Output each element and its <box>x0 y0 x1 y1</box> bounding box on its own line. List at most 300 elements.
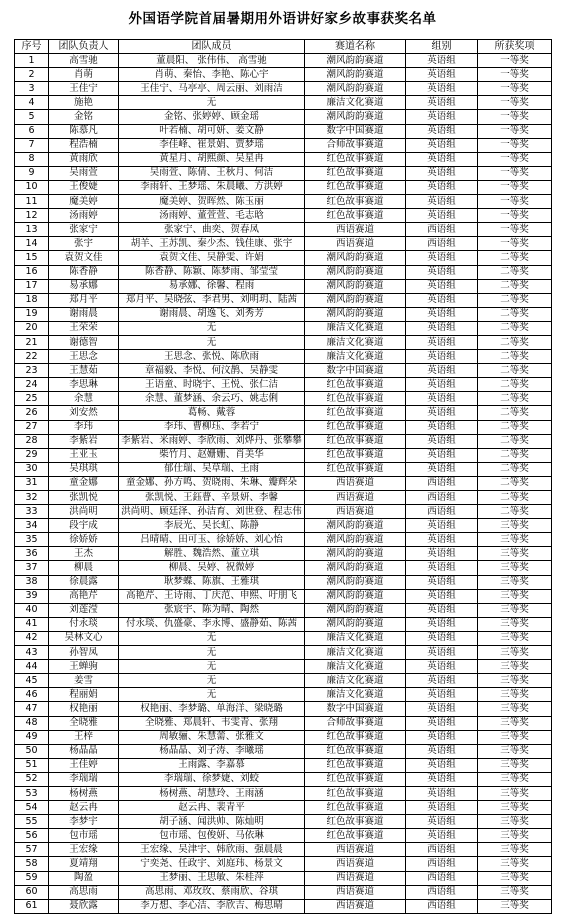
cell-members: 解胜、魏浩然、董立琪 <box>119 547 305 561</box>
cell-index: 30 <box>15 462 49 476</box>
table-row <box>15 68 552 82</box>
cell-award: 二等奖 <box>478 279 552 293</box>
cell-leader: 程丽娟 <box>49 688 119 702</box>
cell-group: 英语组 <box>406 124 478 138</box>
cell-index: 36 <box>15 547 49 561</box>
cell-members: 权艳丽、李梦璐、单海洋、梁晓璐 <box>119 702 305 716</box>
cell-index: 12 <box>15 209 49 223</box>
cell-index: 35 <box>15 533 49 547</box>
table-row <box>15 547 552 561</box>
cell-track: 西语赛道 <box>305 476 406 490</box>
cell-group: 英语组 <box>406 335 478 349</box>
cell-track: 廉洁文化赛道 <box>305 646 406 660</box>
table-row <box>15 646 552 660</box>
cell-leader: 王宏缘 <box>49 843 119 857</box>
cell-award: 三等奖 <box>478 688 552 702</box>
cell-group: 英语组 <box>406 716 478 730</box>
cell-leader: 段宇成 <box>49 519 119 533</box>
cell-track: 廉洁文化赛道 <box>305 674 406 688</box>
cell-leader: 谢德智 <box>49 335 119 349</box>
cell-index: 29 <box>15 448 49 462</box>
cell-index: 20 <box>15 321 49 335</box>
cell-group: 英语组 <box>406 631 478 645</box>
cell-track: 西语赛道 <box>305 237 406 251</box>
cell-leader: 李瑞瑞 <box>49 772 119 786</box>
cell-index: 10 <box>15 180 49 194</box>
cell-members: 叶若楠、胡可妍、姜文静 <box>119 124 305 138</box>
table-row <box>15 561 552 575</box>
table-row <box>15 265 552 279</box>
cell-members: 无 <box>119 688 305 702</box>
cell-award: 三等奖 <box>478 674 552 688</box>
cell-award: 二等奖 <box>478 392 552 406</box>
cell-track: 潮风韵韵赛道 <box>305 265 406 279</box>
cell-leader: 肖萌 <box>49 68 119 82</box>
cell-group: 英语组 <box>406 96 478 110</box>
cell-track: 廉洁文化赛道 <box>305 688 406 702</box>
table-row <box>15 392 552 406</box>
cell-group: 英语组 <box>406 674 478 688</box>
table-row <box>15 251 552 265</box>
cell-leader: 王荣荣 <box>49 321 119 335</box>
cell-award: 三等奖 <box>478 801 552 815</box>
cell-track: 红色故事赛道 <box>305 758 406 772</box>
cell-track: 西语赛道 <box>305 885 406 899</box>
table-row <box>15 406 552 420</box>
cell-group: 英语组 <box>406 561 478 575</box>
table-row <box>15 899 552 913</box>
table-row <box>15 152 552 166</box>
cell-award: 一等奖 <box>478 195 552 209</box>
cell-group: 英语组 <box>406 702 478 716</box>
table-row <box>15 660 552 674</box>
cell-track: 潮风韵韵赛道 <box>305 519 406 533</box>
cell-track: 红色故事赛道 <box>305 801 406 815</box>
cell-members: 无 <box>119 96 305 110</box>
cell-award: 三等奖 <box>478 660 552 674</box>
cell-group: 英语组 <box>406 209 478 223</box>
cell-index: 33 <box>15 505 49 519</box>
cell-members: 王雨露、李嘉慕 <box>119 758 305 772</box>
cell-leader: 程浩楠 <box>49 138 119 152</box>
cell-members: 章福毅、李悦、何汶鹊、吴静雯 <box>119 364 305 378</box>
table-row <box>15 801 552 815</box>
cell-group: 英语组 <box>406 293 478 307</box>
cell-members: 肖萌、秦怡、李艳、陈心宇 <box>119 68 305 82</box>
cell-members: 柴竹月、赵姗姗、肖美华 <box>119 448 305 462</box>
cell-members: 赵云冉、裴青平 <box>119 801 305 815</box>
table-row <box>15 716 552 730</box>
cell-group: 西语组 <box>406 857 478 871</box>
cell-index: 8 <box>15 152 49 166</box>
cell-members: 郁仕瑞、吴草瑞、王雨 <box>119 462 305 476</box>
cell-award: 三等奖 <box>478 843 552 857</box>
table-row <box>15 166 552 180</box>
cell-award: 三等奖 <box>478 589 552 603</box>
table-row <box>15 110 552 124</box>
cell-members: 周敏骊、朱慧薷、张雅文 <box>119 730 305 744</box>
cell-members: 王佳宁、马亭亭、周云丽、刘雨洁 <box>119 82 305 96</box>
cell-award: 一等奖 <box>478 54 552 68</box>
cell-group: 英语组 <box>406 533 478 547</box>
cell-award: 三等奖 <box>478 547 552 561</box>
cell-award: 三等奖 <box>478 744 552 758</box>
cell-track: 潮风韵韵赛道 <box>305 68 406 82</box>
cell-index: 31 <box>15 476 49 490</box>
cell-members: 李万想、李心洁、李欣吉、梅思晴 <box>119 899 305 913</box>
cell-leader: 李紫岩 <box>49 434 119 448</box>
cell-members: 汤雨婷、董萱萱、毛志晗 <box>119 209 305 223</box>
cell-leader: 高雪驰 <box>49 54 119 68</box>
cell-track: 潮风韵韵赛道 <box>305 547 406 561</box>
cell-leader: 谢雨晨 <box>49 307 119 321</box>
cell-members: 王语童、时晓宇、王悦、张仁洁 <box>119 378 305 392</box>
table-row <box>15 237 552 251</box>
cell-leader: 吴雨萱 <box>49 166 119 180</box>
cell-index: 3 <box>15 82 49 96</box>
cell-track: 潮风韵韵赛道 <box>305 54 406 68</box>
cell-leader: 全晓雅 <box>49 716 119 730</box>
cell-award: 三等奖 <box>478 885 552 899</box>
cell-group: 英语组 <box>406 434 478 448</box>
cell-leader: 王亚玉 <box>49 448 119 462</box>
cell-track: 数字中国赛道 <box>305 364 406 378</box>
cell-group: 英语组 <box>406 730 478 744</box>
cell-index: 27 <box>15 420 49 434</box>
cell-track: 潮风韵韵赛道 <box>305 575 406 589</box>
cell-members: 杨树燕、胡慧玲、王雨涵 <box>119 786 305 800</box>
cell-leader: 王蝉驹 <box>49 660 119 674</box>
cell-index: 5 <box>15 110 49 124</box>
cell-leader: 张家宁 <box>49 223 119 237</box>
cell-group: 英语组 <box>406 801 478 815</box>
cell-leader: 吴林文心 <box>49 631 119 645</box>
cell-group: 英语组 <box>406 251 478 265</box>
cell-award: 二等奖 <box>478 335 552 349</box>
cell-group: 西语组 <box>406 899 478 913</box>
cell-award: 三等奖 <box>478 716 552 730</box>
cell-index: 56 <box>15 829 49 843</box>
cell-group: 英语组 <box>406 815 478 829</box>
cell-group: 西语组 <box>406 237 478 251</box>
cell-award: 三等奖 <box>478 533 552 547</box>
cell-group: 英语组 <box>406 68 478 82</box>
table-row <box>15 96 552 110</box>
cell-members: 董晨阳、 张伟伟、 高雪驰 <box>119 54 305 68</box>
cell-members: 郑月平、吴晓弦、李君男、刘明玥、陆茜 <box>119 293 305 307</box>
cell-members: 无 <box>119 321 305 335</box>
cell-track: 潮风韵韵赛道 <box>305 293 406 307</box>
cell-group: 英语组 <box>406 406 478 420</box>
cell-leader: 徐娇娇 <box>49 533 119 547</box>
cell-track: 西语赛道 <box>305 491 406 505</box>
cell-leader: 高艳芹 <box>49 589 119 603</box>
cell-index: 50 <box>15 744 49 758</box>
cell-award: 二等奖 <box>478 265 552 279</box>
cell-leader: 张宇 <box>49 237 119 251</box>
cell-track: 红色故事赛道 <box>305 434 406 448</box>
cell-index: 13 <box>15 223 49 237</box>
cell-award: 二等奖 <box>478 420 552 434</box>
cell-members: 全晓雅、郑晨轩、韦雯青、张翔 <box>119 716 305 730</box>
cell-members: 袁贺文佳、吴静雯、许娟 <box>119 251 305 265</box>
cell-group: 英语组 <box>406 758 478 772</box>
cell-members: 高艳芹、王诗雨、丁庆范、申熙、吁朋飞 <box>119 589 305 603</box>
cell-award: 二等奖 <box>478 406 552 420</box>
cell-award: 一等奖 <box>478 68 552 82</box>
cell-award: 二等奖 <box>478 378 552 392</box>
table-row <box>15 180 552 194</box>
header-members: 团队成员 <box>119 40 305 54</box>
cell-index: 43 <box>15 646 49 660</box>
cell-leader: 余慧 <box>49 392 119 406</box>
cell-members: 付永琰、仇盛豪、李永博、盛静茹、陈茜 <box>119 617 305 631</box>
cell-leader: 王慧茹 <box>49 364 119 378</box>
cell-index: 24 <box>15 378 49 392</box>
cell-award: 二等奖 <box>478 476 552 490</box>
table-row <box>15 209 552 223</box>
cell-members: 李玮、曹柳珏、李若宁 <box>119 420 305 434</box>
cell-index: 37 <box>15 561 49 575</box>
cell-group: 英语组 <box>406 786 478 800</box>
cell-group: 英语组 <box>406 54 478 68</box>
cell-members: 无 <box>119 335 305 349</box>
cell-members: 吴雨萱、陈倩、王秋月、何洁 <box>119 166 305 180</box>
cell-group: 英语组 <box>406 364 478 378</box>
table-row <box>15 631 552 645</box>
cell-group: 英语组 <box>406 180 478 194</box>
cell-members: 李辰光、吴长虹、陈静 <box>119 519 305 533</box>
cell-index: 38 <box>15 575 49 589</box>
cell-leader: 徐晨露 <box>49 575 119 589</box>
cell-index: 57 <box>15 843 49 857</box>
cell-index: 16 <box>15 265 49 279</box>
table-row <box>15 674 552 688</box>
cell-leader: 张凯悦 <box>49 491 119 505</box>
cell-index: 34 <box>15 519 49 533</box>
cell-group: 英语组 <box>406 110 478 124</box>
cell-index: 60 <box>15 885 49 899</box>
cell-members: 无 <box>119 660 305 674</box>
cell-index: 59 <box>15 871 49 885</box>
cell-group: 英语组 <box>406 350 478 364</box>
cell-index: 42 <box>15 631 49 645</box>
cell-track: 红色故事赛道 <box>305 209 406 223</box>
cell-members: 谢雨晨、胡逸飞、刘秀芳 <box>119 307 305 321</box>
cell-group: 英语组 <box>406 195 478 209</box>
cell-award: 三等奖 <box>478 730 552 744</box>
cell-award: 三等奖 <box>478 646 552 660</box>
cell-track: 潮风韵韵赛道 <box>305 307 406 321</box>
cell-members: 张宸宇、陈为晴、陶然 <box>119 603 305 617</box>
cell-award: 一等奖 <box>478 82 552 96</box>
table-row <box>15 462 552 476</box>
cell-track: 廉洁文化赛道 <box>305 96 406 110</box>
table-row <box>15 758 552 772</box>
table-body <box>15 54 552 914</box>
cell-members: 柳晨、吴婷、祝微婷 <box>119 561 305 575</box>
cell-members: 陈香静、陈颖、陈梦雨、邹莹莹 <box>119 265 305 279</box>
cell-index: 11 <box>15 195 49 209</box>
table-row <box>15 223 552 237</box>
cell-track: 红色故事赛道 <box>305 462 406 476</box>
cell-leader: 姜雪 <box>49 674 119 688</box>
cell-index: 21 <box>15 335 49 349</box>
cell-leader: 王俊婕 <box>49 180 119 194</box>
cell-index: 48 <box>15 716 49 730</box>
cell-award: 三等奖 <box>478 617 552 631</box>
cell-members: 王梦丽、王思敏、朱桂萍 <box>119 871 305 885</box>
cell-award: 二等奖 <box>478 321 552 335</box>
cell-track: 红色故事赛道 <box>305 448 406 462</box>
header-index: 序号 <box>15 40 49 54</box>
cell-track: 潮风韵韵赛道 <box>305 589 406 603</box>
cell-award: 三等奖 <box>478 899 552 913</box>
cell-members: 王宏缘、吴津宇、韩欣雨、强晨晨 <box>119 843 305 857</box>
cell-group: 英语组 <box>406 279 478 293</box>
cell-leader: 王佳宁 <box>49 82 119 96</box>
cell-leader: 王梓 <box>49 730 119 744</box>
cell-group: 英语组 <box>406 660 478 674</box>
cell-award: 三等奖 <box>478 758 552 772</box>
cell-track: 红色故事赛道 <box>305 744 406 758</box>
cell-track: 合师故事赛道 <box>305 138 406 152</box>
cell-track: 红色故事赛道 <box>305 420 406 434</box>
cell-members: 李紫岩、米雨婷、李欣雨、刘烨丹、张攀攀 <box>119 434 305 448</box>
cell-group: 西语组 <box>406 491 478 505</box>
cell-award: 二等奖 <box>478 434 552 448</box>
cell-group: 英语组 <box>406 138 478 152</box>
cell-index: 49 <box>15 730 49 744</box>
cell-track: 廉洁文化赛道 <box>305 350 406 364</box>
cell-track: 红色故事赛道 <box>305 815 406 829</box>
cell-group: 英语组 <box>406 420 478 434</box>
cell-group: 英语组 <box>406 589 478 603</box>
cell-track: 潮风韵韵赛道 <box>305 110 406 124</box>
cell-award: 一等奖 <box>478 166 552 180</box>
cell-award: 一等奖 <box>478 180 552 194</box>
cell-track: 数字中国赛道 <box>305 124 406 138</box>
table-row <box>15 702 552 716</box>
cell-members: 包市瑶、包俊妍、马依琳 <box>119 829 305 843</box>
table-row <box>15 279 552 293</box>
cell-index: 46 <box>15 688 49 702</box>
cell-members: 无 <box>119 631 305 645</box>
cell-index: 26 <box>15 406 49 420</box>
cell-index: 4 <box>15 96 49 110</box>
table-row <box>15 617 552 631</box>
cell-track: 西语赛道 <box>305 843 406 857</box>
cell-index: 23 <box>15 364 49 378</box>
table-row <box>15 350 552 364</box>
cell-members: 宁奕尧、任政宇、刘庭玮、杨景文 <box>119 857 305 871</box>
cell-leader: 王思念 <box>49 350 119 364</box>
table-row <box>15 829 552 843</box>
cell-track: 红色故事赛道 <box>305 378 406 392</box>
cell-index: 47 <box>15 702 49 716</box>
cell-award: 三等奖 <box>478 519 552 533</box>
cell-track: 廉洁文化赛道 <box>305 321 406 335</box>
cell-index: 17 <box>15 279 49 293</box>
cell-group: 西语组 <box>406 885 478 899</box>
cell-award: 一等奖 <box>478 110 552 124</box>
cell-leader: 柳晨 <box>49 561 119 575</box>
cell-award: 三等奖 <box>478 772 552 786</box>
table-row <box>15 533 552 547</box>
cell-award: 一等奖 <box>478 223 552 237</box>
cell-index: 58 <box>15 857 49 871</box>
cell-leader: 李玮 <box>49 420 119 434</box>
cell-award: 一等奖 <box>478 209 552 223</box>
cell-leader: 王杰 <box>49 547 119 561</box>
cell-group: 英语组 <box>406 547 478 561</box>
document-title: 外国语学院首届暑期用外语讲好家乡故事获奖名单 <box>128 11 437 27</box>
header-track: 赛道名称 <box>305 40 406 54</box>
cell-track: 西语赛道 <box>305 505 406 519</box>
cell-index: 19 <box>15 307 49 321</box>
cell-award: 三等奖 <box>478 815 552 829</box>
cell-track: 潮风韵韵赛道 <box>305 533 406 547</box>
table-row <box>15 688 552 702</box>
table-row <box>15 476 552 490</box>
cell-award: 三等奖 <box>478 603 552 617</box>
cell-track: 潮风韵韵赛道 <box>305 279 406 293</box>
cell-members: 耿梦蝶、陈旗、王雅琪 <box>119 575 305 589</box>
table-row <box>15 575 552 589</box>
cell-members: 李瑞瑞、徐梦婕、刘蛟 <box>119 772 305 786</box>
cell-members: 王思念、张悦、陈欣雨 <box>119 350 305 364</box>
cell-award: 一等奖 <box>478 124 552 138</box>
cell-leader: 李梦宇 <box>49 815 119 829</box>
cell-group: 英语组 <box>406 772 478 786</box>
cell-group: 西语组 <box>406 843 478 857</box>
cell-leader: 聂欣露 <box>49 899 119 913</box>
table-row <box>15 448 552 462</box>
cell-group: 英语组 <box>406 265 478 279</box>
cell-index: 1 <box>15 54 49 68</box>
cell-leader: 王佳婷 <box>49 758 119 772</box>
table-row <box>15 364 552 378</box>
cell-index: 18 <box>15 293 49 307</box>
cell-group: 英语组 <box>406 462 478 476</box>
cell-track: 潮风韵韵赛道 <box>305 603 406 617</box>
cell-members: 葛畅、戴蓉 <box>119 406 305 420</box>
cell-group: 英语组 <box>406 603 478 617</box>
cell-group: 英语组 <box>406 307 478 321</box>
cell-members: 无 <box>119 646 305 660</box>
cell-leader: 汤雨婷 <box>49 209 119 223</box>
cell-leader: 施艳 <box>49 96 119 110</box>
cell-index: 6 <box>15 124 49 138</box>
table-row <box>15 603 552 617</box>
cell-award: 三等奖 <box>478 631 552 645</box>
cell-group: 西语组 <box>406 223 478 237</box>
cell-track: 西语赛道 <box>305 899 406 913</box>
table-row <box>15 589 552 603</box>
table-row <box>15 434 552 448</box>
cell-award: 二等奖 <box>478 251 552 265</box>
cell-index: 45 <box>15 674 49 688</box>
table-row <box>15 124 552 138</box>
table-row <box>15 420 552 434</box>
cell-index: 15 <box>15 251 49 265</box>
table-row <box>15 505 552 519</box>
cell-track: 红色故事赛道 <box>305 392 406 406</box>
cell-members: 童金娜、孙方鸣、贺晓雨、朱琳、瓣辉朵 <box>119 476 305 490</box>
cell-track: 红色故事赛道 <box>305 406 406 420</box>
cell-track: 廉洁文化赛道 <box>305 335 406 349</box>
cell-group: 英语组 <box>406 688 478 702</box>
